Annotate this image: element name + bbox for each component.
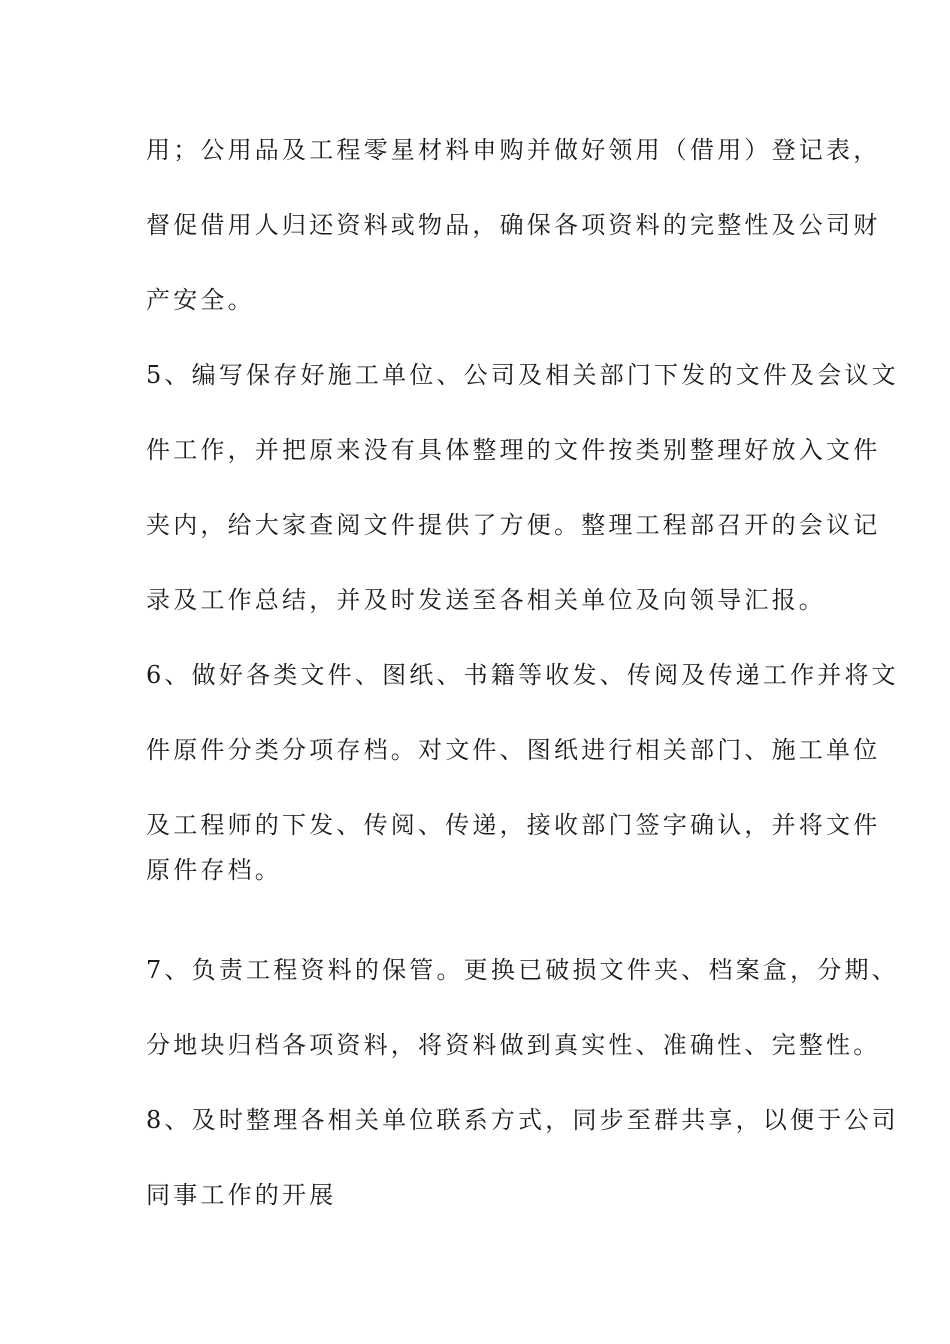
text-line: 产安全。 xyxy=(146,286,255,314)
text-line: 用；公用品及工程零星材料申购并做好领用（借用）登记表， xyxy=(146,136,881,164)
text-line: 分地块归档各项资料，将资料做到真实性、准确性、完整性。 xyxy=(146,1031,881,1059)
text-line: 6、做好各类文件、图纸、书籍等收发、传阅及传递工作并将文 xyxy=(146,661,899,689)
text-line: 夹内，给大家查阅文件提供了方便。整理工程部召开的会议记 xyxy=(146,511,881,539)
text-line: 7、负责工程资料的保管。更换已破损文件夹、档案盒，分期、 xyxy=(146,956,899,984)
text-line: 及工程师的下发、传阅、传递，接收部门签字确认，并将文件 xyxy=(146,811,881,839)
text-line: 件工作，并把原来没有具体整理的文件按类别整理好放入文件 xyxy=(146,436,881,464)
text-line: 原件存档。 xyxy=(146,856,282,884)
text-line: 8、及时整理各相关单位联系方式，同步至群共享，以便于公司 xyxy=(146,1106,899,1134)
text-line: 录及工作总结，并及时发送至各相关单位及向领导汇报。 xyxy=(146,586,826,614)
text-line: 件原件分类分项存档。对文件、图纸进行相关部门、施工单位 xyxy=(146,736,881,764)
text-line: 同事工作的开展 xyxy=(146,1181,337,1209)
text-line: 5、编写保存好施工单位、公司及相关部门下发的文件及会议文 xyxy=(146,361,899,389)
text-line: 督促借用人归还资料或物品，确保各项资料的完整性及公司财 xyxy=(146,211,881,239)
